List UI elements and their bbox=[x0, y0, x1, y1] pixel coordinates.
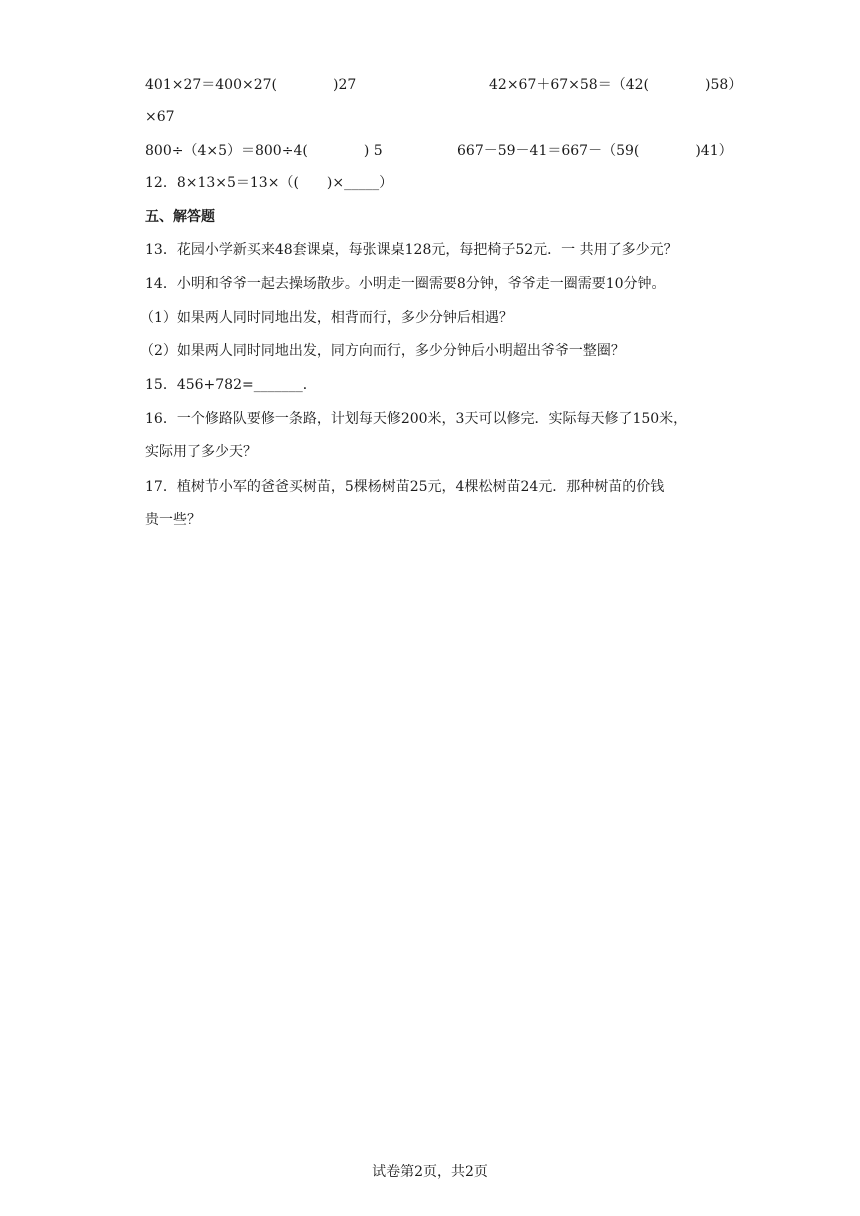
question-17-line-1: 17．植树节小军的爸爸买树苗，5棵杨树苗25元，4棵松树苗24元．那种树苗的价钱 bbox=[145, 479, 665, 495]
q11-row1-continuation: ×67 bbox=[145, 109, 175, 125]
question-14-part-1: （1）如果两人同时同地出发，相背而行，多少分钟后相遇？ bbox=[140, 310, 513, 326]
question-14-part-2: （2）如果两人同时同地出发，同方向而行，多少分钟后小明超出爷爷一整圈？ bbox=[140, 343, 625, 359]
question-16-line-2: 实际用了多少天？ bbox=[145, 444, 257, 460]
question-14-stem: 14．小明和爷爷一起去操场散步。小明走一圈需要8分钟，爷爷走一圈需要10分钟。 bbox=[145, 276, 666, 292]
question-12: 12．8×13×5＝13×（( )×_____） bbox=[145, 175, 394, 191]
section-5-title: 五、解答题 bbox=[145, 209, 215, 225]
q11-row1-left: 401×27＝400×27( )27 bbox=[145, 77, 357, 93]
q11-row1-right: 42×67＋67×58＝（42( )58） bbox=[489, 77, 743, 93]
q11-row2-right: 667－59－41＝667－（59( )41） bbox=[457, 143, 733, 159]
question-13: 13．花园小学新买来48套课桌，每张课桌128元，每把椅子52元．一 共用了多少元？ bbox=[145, 242, 678, 258]
page-footer: 试卷第2页，共2页 bbox=[372, 1164, 488, 1180]
question-16-line-1: 16．一个修路队要修一条路，计划每天修200米，3天可以修完．实际每天修了150米， bbox=[145, 411, 688, 427]
question-15: 15．456+782=_______． bbox=[145, 377, 317, 393]
q11-row2-left: 800÷（4×5）＝800÷4( ) 5 bbox=[145, 143, 383, 159]
question-17-line-2: 贵一些？ bbox=[145, 512, 201, 528]
